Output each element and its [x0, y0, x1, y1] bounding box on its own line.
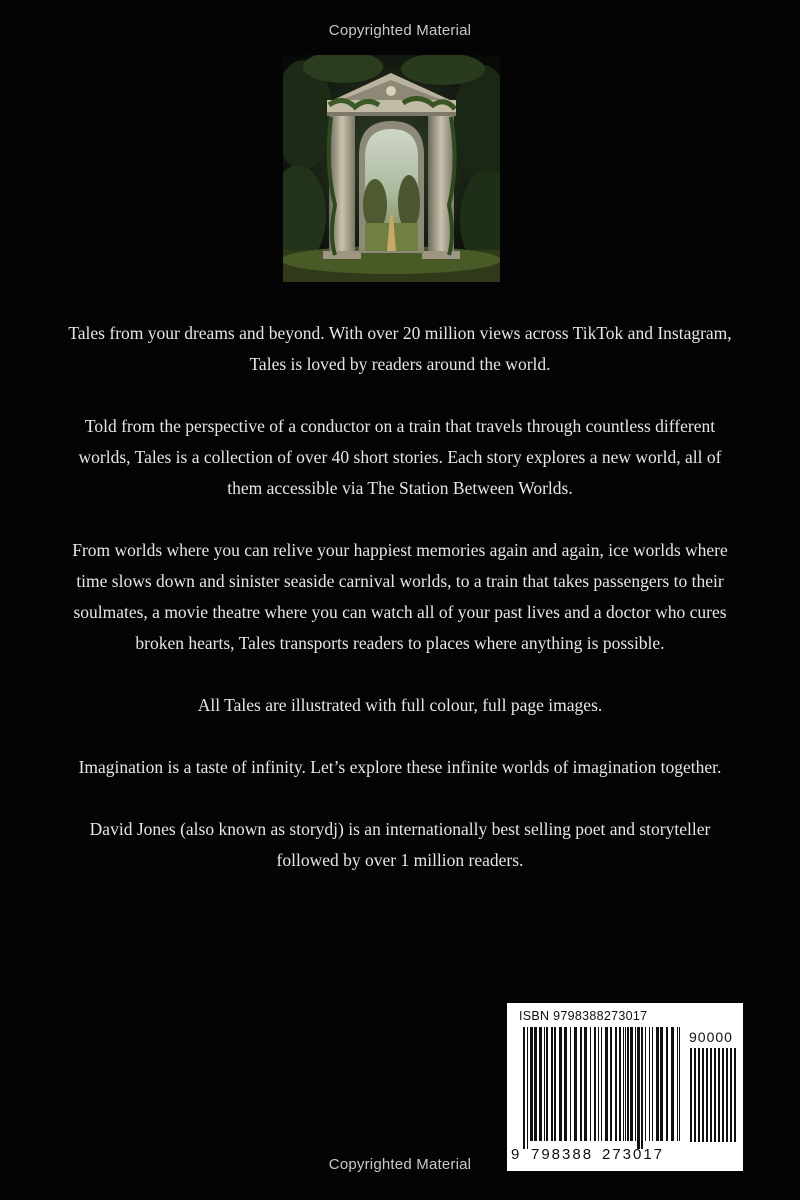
- barcode-bar: [523, 1027, 525, 1149]
- barcode-bar: [734, 1048, 736, 1142]
- barcode-bar: [580, 1027, 582, 1141]
- barcode-bar: [718, 1048, 720, 1142]
- blurb-paragraph-author: David Jones (also known as storydj) is an internationally best selling poet and storyteller followed by over 1 million readers.: [89, 819, 711, 870]
- barcode-bar: [730, 1048, 732, 1142]
- barcode-bar: [601, 1027, 602, 1141]
- ean-barcode-bars: [523, 1027, 683, 1149]
- barcode-bar: [527, 1027, 528, 1149]
- price-code: 90000: [689, 1029, 733, 1045]
- barcode-bar: [702, 1048, 704, 1142]
- barcode-bar: [564, 1027, 567, 1141]
- copyright-watermark-top: Copyrighted Material: [328, 22, 472, 39]
- barcode-bar: [698, 1048, 700, 1142]
- barcode-bar: [714, 1048, 716, 1142]
- barcode-bar: [630, 1027, 633, 1141]
- barcode-bar: [694, 1048, 696, 1142]
- barcode-bar: [554, 1027, 556, 1141]
- barcode-bar: [594, 1027, 596, 1141]
- barcode-bar: [660, 1027, 663, 1141]
- blurb-paragraph-worlds: From worlds where you can relive your happiest memories again and again, ice worlds where time slows down and sinister seaside carnival worlds, to a train that takes passengers to their soulmates, a movie theatre where you can watch all of your past lives and a doctor who cures broken hearts, Tales transports readers to places where anything is possible.: [72, 540, 728, 653]
- barcode-bar: [619, 1027, 621, 1141]
- barcode-bar: [722, 1048, 724, 1142]
- back-cover-blurb: [60, 318, 740, 876]
- blurb-paragraph-imagination: Imagination is a taste of infinity. Let’s explore these infinite worlds of imagination together.: [78, 757, 722, 777]
- barcode-bar: [615, 1027, 617, 1141]
- stone-archway-garden-illustration: [283, 55, 500, 282]
- barcode-bar: [544, 1027, 545, 1141]
- barcode-bar: [666, 1027, 668, 1141]
- barcode-bar: [706, 1048, 708, 1142]
- barcode-bar: [656, 1027, 659, 1141]
- barcode-bar: [645, 1027, 646, 1141]
- barcode-digits-left: 798388: [531, 1146, 594, 1163]
- barcode-bar: [679, 1027, 680, 1141]
- barcode-bar: [649, 1027, 650, 1141]
- barcode-bar: [690, 1048, 692, 1142]
- barcode-bar: [574, 1027, 577, 1141]
- barcode-bar: [671, 1027, 674, 1141]
- barcode-bar: [546, 1027, 548, 1141]
- barcode-bar: [534, 1027, 537, 1141]
- barcode-bar: [625, 1027, 626, 1141]
- barcode-bar: [598, 1027, 599, 1141]
- barcode-bar: [590, 1027, 591, 1141]
- barcode-bar: [530, 1027, 533, 1141]
- barcode-bar: [559, 1027, 562, 1141]
- barcode-bar: [605, 1027, 608, 1141]
- price-addon-barcode-bars: [690, 1048, 736, 1144]
- barcode-bar: [584, 1027, 587, 1141]
- barcode-bar: [677, 1027, 678, 1141]
- barcode-bar: [623, 1027, 624, 1141]
- archway-illustration: [283, 55, 500, 282]
- barcode-bar: [726, 1048, 728, 1142]
- barcode-bar: [637, 1027, 640, 1149]
- copyright-watermark-bottom: Copyrighted Material: [328, 1156, 472, 1173]
- barcode-bar: [652, 1027, 653, 1141]
- barcode-bar: [570, 1027, 571, 1141]
- barcode-bar: [635, 1027, 636, 1141]
- blurb-paragraph-premise: Told from the perspective of a conductor on a train that travels through countless different worlds, Tales is a collection of over 40 short stories. Each story explores a new world, all of them accessible via The Station Between Worlds.: [78, 416, 722, 498]
- barcode-bar: [710, 1048, 712, 1142]
- barcode-bar: [641, 1027, 643, 1149]
- barcode-bar: [610, 1027, 612, 1141]
- barcode-bar: [539, 1027, 542, 1141]
- isbn-label: ISBN 9798388273017: [519, 1009, 648, 1023]
- blurb-paragraph-illustrations: All Tales are illustrated with full colour, full page images.: [197, 695, 603, 715]
- barcode-bar: [551, 1027, 553, 1141]
- barcode-digits-right: 273017: [602, 1146, 665, 1163]
- barcode-digit-first: 9: [511, 1146, 522, 1163]
- blurb-paragraph-intro: Tales from your dreams and beyond. With over 20 million views across TikTok and Instagram, Tales is loved by readers around the world.: [68, 323, 732, 374]
- isbn-barcode: [507, 1003, 743, 1171]
- barcode-bar: [627, 1027, 629, 1141]
